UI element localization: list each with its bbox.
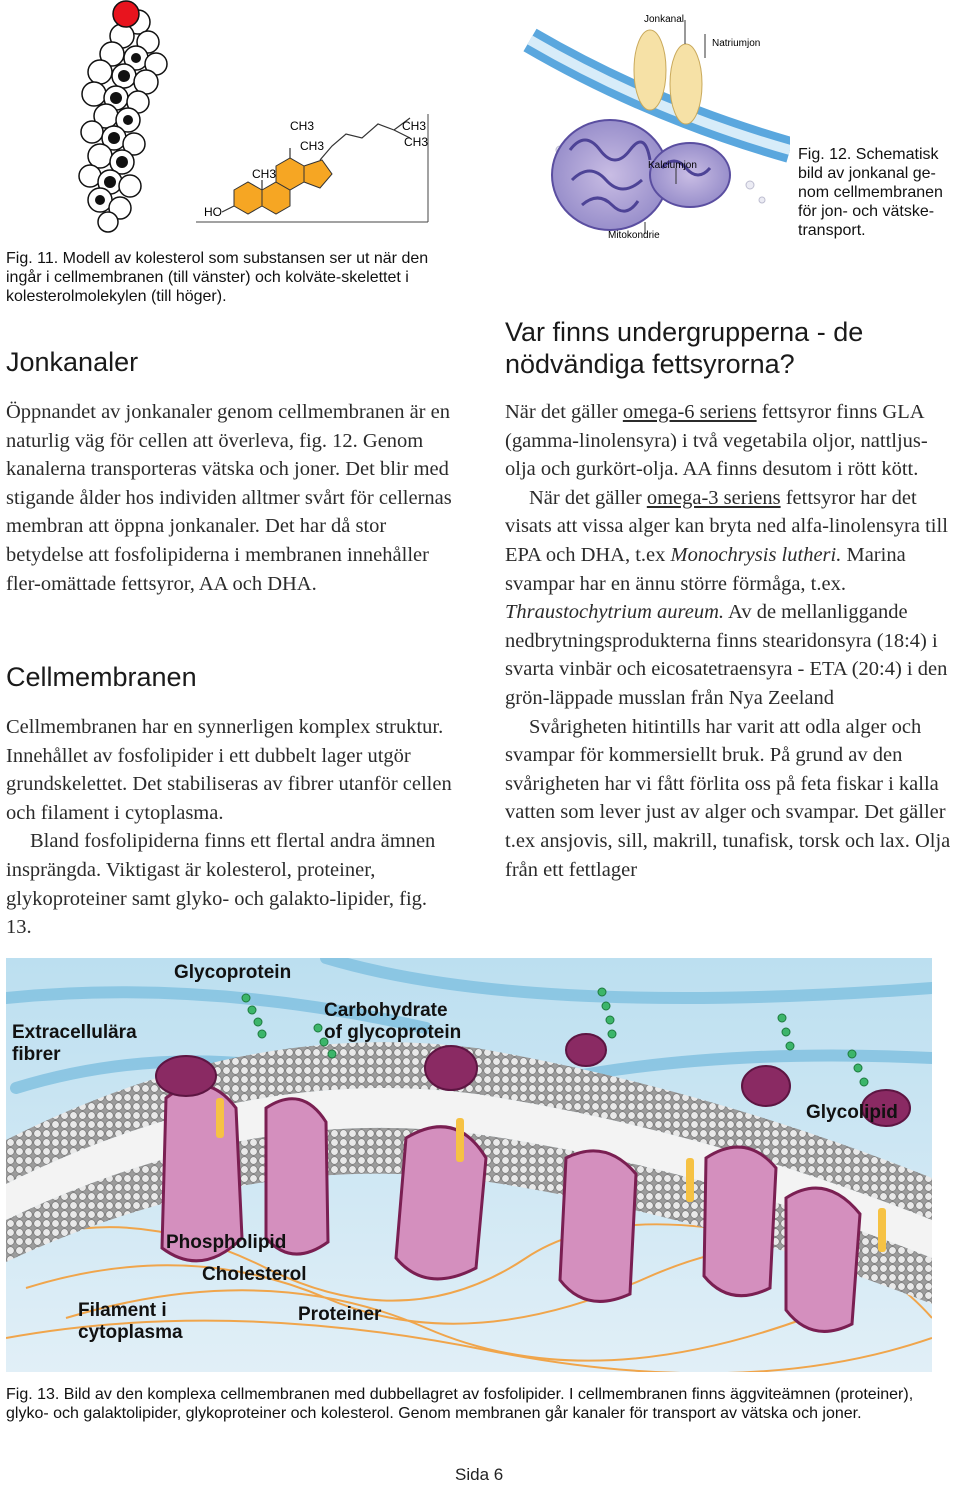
- text: När det gäller: [505, 401, 623, 423]
- text: fettsyror finns GLA (gamma-linolensyra) i två vegetabila oljor, nattljus-olja och gurkört-olja. AA finns desutom i rött kött.: [505, 401, 928, 481]
- fig12-caption-line: bild av jonkanal ge-: [798, 165, 936, 182]
- left-text-block-1: [6, 398, 462, 598]
- formula-label-ch3: CH3: [290, 119, 315, 133]
- left-text-block-2: [6, 713, 456, 942]
- mitochondrion: [552, 120, 730, 230]
- label-natriumjon: Natriumjon: [712, 38, 761, 49]
- label-carbohydrate: Carbohydrate: [324, 1000, 448, 1021]
- oxygen-atom: [113, 1, 139, 27]
- label-glycoprotein: Glycoprotein: [174, 962, 292, 983]
- text: fettsyror har det visats att vissa alger kan bryta ned alfa-linolensyra till EPA och DHA, t.ex: [505, 486, 948, 566]
- formula-label-ch3: CH3: [300, 139, 325, 153]
- paragraph-omega6: [505, 398, 957, 484]
- formula-label-ch3: CH3: [402, 119, 427, 133]
- paragraph-svarigheten: Svårigheten hitintills har varit att odla alger och svampar för kommersiellt bruk. På grund av den svårigheten har vi fått förlita oss på feta fiskar i kalla vatten som lever just av alger och svampar. Det gäller t.ex ansjovis, sill, makrill, tunafisk, torsk och lax. Olja från ett fettlager: [505, 715, 951, 881]
- label-jonkanal: Jonkanal: [644, 14, 685, 25]
- species-name: Thraustochytrium aureum.: [505, 601, 725, 624]
- text: Marina svampar har en ännu större förmåga, t.ex.: [505, 543, 906, 595]
- formula-label-ho: HO: [204, 205, 222, 219]
- fig11-caption: Fig. 11. Modell av kolesterol som substansen ser ut när den ingår i cellmembranen (till vänster) och kolväte-skelettet i kolesterolmolekylen (till höger).: [6, 250, 429, 305]
- label-phospholipid: Phospholipid: [166, 1232, 287, 1253]
- heading-cellmembranen: Cellmembranen: [6, 662, 197, 692]
- fig13-caption: Fig. 13. Bild av den komplexa cellmembranen med dubbellagret av fosfolipider. I cellmembranen finns äggviteämnen (proteiner), glyko- och galaktolipider, glykoproteiner och kolesterol. Genom membranen går kanaler för transport av vätska och joner.: [6, 1386, 914, 1422]
- label-cholesterol: Cholesterol: [202, 1264, 307, 1285]
- paragraph-cellmembranen-1: Cellmembranen har en synnerligen komplex struktur. Innehållet av fosfolipider i ett dubbelt lager utgör grundskelettet. Det stabiliseras av fibrer utanför cellen och filament i cytoplasma.: [6, 716, 452, 824]
- paragraph-cellmembranen-2: Bland fosfolipiderna finns ett flertal andra ämnen insprängda. Viktigast är kolesterol, proteiner, glykoproteiner samt glyko- och galakto-lipider, fig. 13.: [6, 830, 436, 939]
- cholesterol-skeletal-formula: [196, 108, 466, 228]
- label-proteiner: Proteiner: [298, 1304, 382, 1325]
- paragraph-omega3: [505, 484, 957, 713]
- fig12-caption: [798, 145, 960, 240]
- omega3-term: omega-3 seriens: [646, 486, 781, 509]
- species-name: Monochrysis lutheri.: [670, 543, 842, 566]
- label-carbohydrate: of glycoprotein: [324, 1022, 462, 1043]
- fig12-caption-line: för jon- och vätske-: [798, 203, 935, 220]
- formula-label-ch3: CH3: [252, 167, 277, 181]
- right-text-block: [505, 398, 957, 884]
- label-extracellular-fibers: Extracellulära: [12, 1022, 137, 1043]
- formula-label-ch3: CH3: [404, 135, 429, 149]
- heading-undergrupperna: Var finns undergrupperna - de nödvändiga fettsyrorna?: [505, 317, 864, 379]
- omega6-term: omega-6 seriens: [622, 401, 757, 423]
- fig12-caption-line: transport.: [798, 222, 866, 239]
- label-glycolipid: Glycolipid: [806, 1102, 898, 1123]
- fig12-caption-line: nom cellmembranen: [798, 184, 943, 201]
- label-filament: Filament i: [78, 1300, 167, 1321]
- cholesterol-space-model: [60, 0, 210, 240]
- label-kalciumjon: Kalciumjon: [648, 160, 697, 171]
- paragraph-jonkanaler: Öppnandet av jonkanaler genom cellmembranen är en naturlig väg för cellen att överleva, fig. 12. Genom kanalerna transporteras vätska och joner. Det blir med stigande ålder hos individen alltmer svårt för cellernas membran att öppna jonkanaler. Det har då stor betydelse att fosfolipiderna i membranen innehåller fler-omättade fettsyror, AA och DHA.: [6, 401, 452, 595]
- fig11-figure: [0, 0, 470, 240]
- fig12-caption-line: Fig. 12. Schematisk: [798, 146, 939, 163]
- text: Av de mellanliggande nedbrytningsprodukterna finns stearidonsyra (18:4) i svarta vinbär och eicosatetraensyra - ETA (20:4) i den grön-läppade musslan från Nya Zeeland: [505, 601, 948, 709]
- fig13-cell-membrane-illustration: [6, 958, 932, 1372]
- heading-jonkanaler: Jonkanaler: [6, 347, 139, 377]
- label-filament: cytoplasma: [78, 1322, 183, 1343]
- text: När det gäller: [529, 486, 647, 509]
- label-extracellular-fibers: fibrer: [12, 1044, 61, 1065]
- fig12-ion-channel-illustration: [500, 0, 790, 260]
- page-number: Sida 6: [455, 1465, 504, 1484]
- label-mitokondrie: Mitokondrie: [608, 230, 660, 241]
